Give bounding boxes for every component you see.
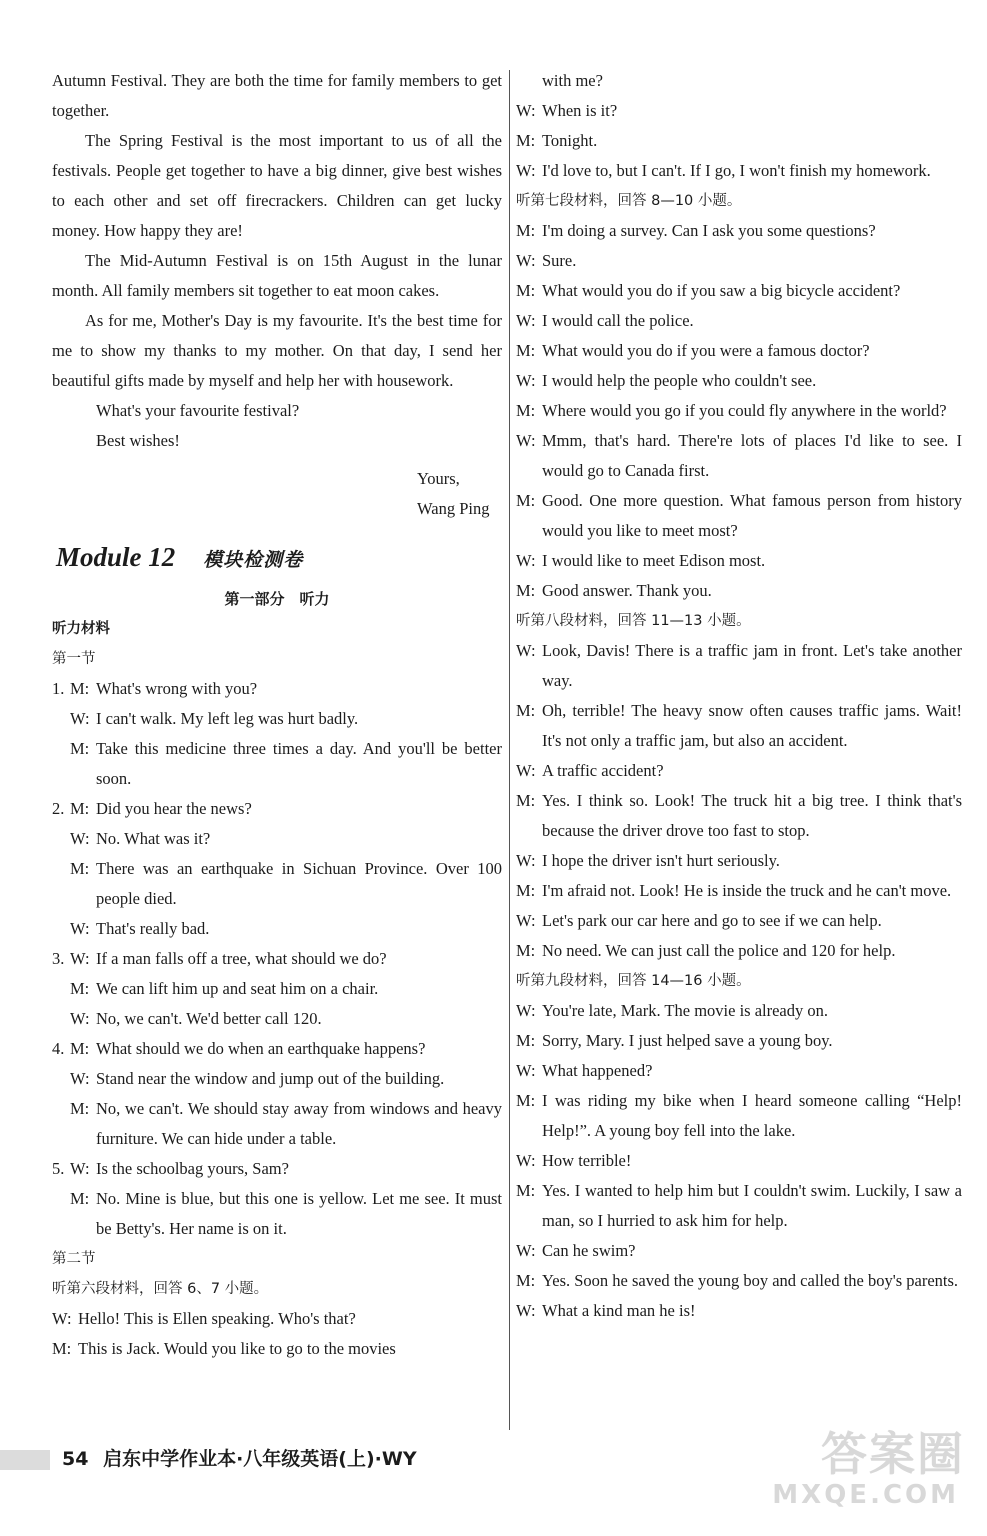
speaker-label: W: — [516, 1061, 536, 1080]
dialogue-line — [52, 854, 502, 914]
dialogue-text: I would call the police. — [542, 311, 694, 330]
dialogue-line — [516, 936, 962, 966]
dialogue-text: I'm doing a survey. Can I ask you some questions? — [542, 221, 876, 240]
speaker-label: W: — [516, 761, 536, 780]
dialogue-line — [52, 1034, 502, 1064]
dialogue-text: with me? — [542, 71, 603, 90]
dialogue-line — [52, 944, 502, 974]
dialogue-text: A traffic accident? — [542, 761, 664, 780]
letter-paragraph: The Mid-Autumn Festival is on 15th August in the lunar month. All family members sit together to eat moon cakes. — [52, 251, 502, 300]
dialogue-text: Sorry, Mary. I just helped save a young boy. — [542, 1031, 833, 1050]
speaker-label: W: — [516, 161, 536, 180]
speaker-label: W: — [516, 431, 536, 450]
speaker-label: M: — [516, 1091, 536, 1110]
dialogue-text: Stand near the window and jump out of the building. — [96, 1069, 445, 1088]
section2-heading: 第二节 — [52, 1251, 96, 1267]
closing-yours: Yours, — [417, 469, 460, 488]
speaker-label: M: — [516, 401, 536, 420]
module-heading — [56, 542, 502, 582]
dialogue-text: When is it? — [542, 101, 618, 120]
dialogue-text: I'd love to, but I can't. If I go, I won't finish my homework. — [542, 161, 931, 180]
speaker-label: M: — [516, 881, 536, 900]
dialogue-line — [516, 546, 962, 576]
dialogue-line — [516, 306, 962, 336]
dialogue-text: No. Mine is blue, but this one is yellow. Let me see. It must be Betty's. Her name is on it. — [96, 1189, 502, 1238]
closing-question: What's your favourite festival? — [96, 401, 300, 420]
dialogue-text: There was an earthquake in Sichuan Province. Over 100 people died. — [96, 859, 502, 908]
dialogue-line — [516, 336, 962, 366]
dialogue-line — [516, 156, 962, 186]
speaker-label: W: — [516, 1151, 536, 1170]
watermark-text: 答案圈 — [821, 1427, 965, 1481]
speaker-label: W: — [70, 919, 90, 938]
speaker-label: W: — [516, 1001, 536, 1020]
dialogue-text: Hello! This is Ellen speaking. Who's that? — [78, 1309, 356, 1328]
speaker-label: W: — [70, 949, 90, 968]
speaker-label: W: — [516, 1241, 536, 1260]
dialogue-text: Did you hear the news? — [96, 799, 252, 818]
right-column — [516, 66, 962, 1326]
dialogue-text: Where would you go if you could fly anywhere in the world? — [542, 401, 947, 420]
sec6-heading: 听第六段材料，回答 6、7 小题。 — [52, 1281, 269, 1297]
speaker-label: W: — [70, 709, 90, 728]
dialogue-line — [516, 126, 962, 156]
question-number: 5. — [52, 1159, 65, 1178]
dialogue-line — [516, 276, 962, 306]
listening-heading: 听力材料 — [52, 621, 110, 637]
speaker-label: W: — [70, 1069, 90, 1088]
dialogue-line — [52, 1064, 502, 1094]
dialogue-line — [516, 1296, 962, 1326]
dialogue-text: If a man falls off a tree, what should we do? — [96, 949, 387, 968]
sec6-dialogue-left — [52, 1304, 502, 1364]
module-subtitle: 模块检测卷 — [203, 550, 304, 571]
dialogue-line — [52, 1304, 502, 1334]
dialogue-line — [52, 974, 502, 1004]
dialogue-line — [516, 696, 962, 756]
speaker-label: W: — [70, 1159, 90, 1178]
letter-paragraph: Autumn Festival. They are both the time for family members to get together. — [52, 71, 502, 120]
signature-name: Wang Ping — [417, 499, 490, 518]
dialogue-line — [516, 246, 962, 276]
speaker-label: M: — [70, 1039, 90, 1058]
dialogue-text: I'm afraid not. Look! He is inside the truck and he can't move. — [542, 881, 952, 900]
dialogue-line — [52, 914, 502, 944]
dialogue-line — [52, 1154, 502, 1184]
dialogue-text: I hope the driver isn't hurt seriously. — [542, 851, 780, 870]
letter-paragraph: As for me, Mother's Day is my favourite. It's the best time for me to show my thanks to my mother. On that day, I send her beautiful gifts made by myself and help her with housework. — [52, 311, 502, 390]
speaker-label: M: — [516, 791, 536, 810]
dialogue-text: Yes. I wanted to help him but I couldn't swim. Luckily, I saw a man, so I hurried to ask him for help. — [542, 1181, 962, 1230]
speaker-label: W: — [516, 251, 536, 270]
dialogue-line — [516, 576, 962, 606]
dialogue-line — [516, 1236, 962, 1266]
dialogue-line — [516, 426, 962, 486]
sec8-dialogue — [516, 636, 962, 966]
footer-bar — [0, 1450, 50, 1470]
speaker-label: M: — [70, 979, 90, 998]
part-title: 第一部分 听力 — [224, 590, 330, 608]
dialogue-line — [52, 824, 502, 854]
speaker-label: M: — [516, 221, 536, 240]
dialogue-line — [52, 794, 502, 824]
speaker-label: W: — [516, 101, 536, 120]
dialogue-line — [516, 366, 962, 396]
dialogue-text: What a kind man he is! — [542, 1301, 696, 1320]
speaker-label: M: — [70, 799, 90, 818]
dialogue-line — [52, 704, 502, 734]
dialogue-line — [516, 216, 962, 246]
dialogue-text: Mmm, that's hard. There're lots of places I'd like to see. I would go to Canada first. — [542, 431, 962, 480]
dialogue-text: Let's park our car here and go to see if we can help. — [542, 911, 882, 930]
speaker-label: M: — [70, 1189, 90, 1208]
column-divider — [509, 70, 510, 1430]
dialogue-line — [516, 1266, 962, 1296]
dialogue-text: Sure. — [542, 251, 577, 270]
question-number: 3. — [52, 949, 65, 968]
dialogue-text: That's really bad. — [96, 919, 210, 938]
speaker-label: M: — [516, 491, 536, 510]
letter-body — [52, 66, 502, 396]
book-title: 启东中学作业本·八年级英语(上)·WY — [103, 1448, 417, 1470]
dialogue-text: What should we do when an earthquake happens? — [96, 1039, 426, 1058]
speaker-label: M: — [70, 679, 90, 698]
dialogue-line — [516, 1146, 962, 1176]
dialogue-text: I was riding my bike when I heard someone calling “Help! Help!”. A young boy fell into the lake. — [542, 1091, 962, 1140]
dialogue-text: What would you do if you were a famous doctor? — [542, 341, 870, 360]
speaker-label: W: — [70, 1009, 90, 1028]
speaker-label: W: — [70, 829, 90, 848]
module-title: Module 12 — [56, 542, 176, 572]
speaker-label: W: — [516, 371, 536, 390]
dialogue-line — [52, 1004, 502, 1034]
dialogue-line — [52, 734, 502, 794]
speaker-label: W: — [516, 911, 536, 930]
dialogue-text: I would help the people who couldn't see. — [542, 371, 817, 390]
watermark-url: MXQE.COM — [772, 1480, 959, 1510]
dialogue-text: No. What was it? — [96, 829, 211, 848]
question-number: 1. — [52, 679, 65, 698]
speaker-label: M: — [516, 1031, 536, 1050]
sec8-heading: 听第八段材料，回答 11—13 小题。 — [516, 613, 751, 629]
dialogue-line — [516, 1056, 962, 1086]
speaker-label: M: — [516, 341, 536, 360]
dialogue-text: How terrible! — [542, 1151, 632, 1170]
dialogue-text: I would like to meet Edison most. — [542, 551, 766, 570]
sec7-heading: 听第七段材料，回答 8—10 小题。 — [516, 193, 742, 209]
dialogue-line — [516, 906, 962, 936]
speaker-label: M: — [516, 941, 536, 960]
dialogue-line — [516, 66, 962, 96]
speaker-label: W: — [516, 851, 536, 870]
dialogue-text: Take this medicine three times a day. And you'll be better soon. — [96, 739, 502, 788]
dialogue-line — [516, 1176, 962, 1236]
speaker-label: M: — [70, 739, 90, 758]
speaker-label: M: — [516, 1181, 536, 1200]
dialogue-text: Tonight. — [542, 131, 598, 150]
dialogue-text: What's wrong with you? — [96, 679, 258, 698]
dialogue-line — [52, 1334, 502, 1364]
dialogue-text: No need. We can just call the police and 120 for help. — [542, 941, 896, 960]
dialogue-line — [516, 1026, 962, 1056]
question-number: 2. — [52, 799, 65, 818]
sec7-dialogue — [516, 216, 962, 606]
page-number: 54 — [62, 1448, 89, 1470]
dialogue-text: No, we can't. We should stay away from windows and heavy furniture. We can hide under a table. — [96, 1099, 502, 1148]
speaker-label: M: — [516, 701, 536, 720]
speaker-label: M: — [516, 131, 536, 150]
dialogue-line — [516, 996, 962, 1026]
speaker-label: W: — [516, 551, 536, 570]
speaker-label: W: — [516, 311, 536, 330]
dialogue-line — [516, 96, 962, 126]
dialogue-text: Yes. I think so. Look! The truck hit a big tree. I think that's because the driver drove too fast to stop. — [542, 791, 962, 840]
dialogue-text: You're late, Mark. The movie is already on. — [542, 1001, 829, 1020]
dialogue-text: Can he swim? — [542, 1241, 636, 1260]
dialogue-text: This is Jack. Would you like to go to the movies — [78, 1339, 396, 1358]
dialogue-line — [52, 1094, 502, 1154]
dialogue-line — [516, 1086, 962, 1146]
dialogue-text: What would you do if you saw a big bicycle accident? — [542, 281, 901, 300]
speaker-label: M: — [70, 859, 90, 878]
dialogue-text: Yes. Soon he saved the young boy and called the boy's parents. — [542, 1271, 959, 1290]
speaker-label: M: — [516, 1271, 536, 1290]
footer-text — [62, 1444, 417, 1471]
question-number: 4. — [52, 1039, 65, 1058]
section1-heading: 第一节 — [52, 651, 96, 667]
dialogue-text: No, we can't. We'd better call 120. — [96, 1009, 322, 1028]
dialogue-line — [52, 674, 502, 704]
dialogue-line — [516, 486, 962, 546]
speaker-label: W: — [52, 1309, 72, 1328]
dialogue-line — [52, 1184, 502, 1244]
dialogue-text: Good. One more question. What famous person from history would you like to meet most? — [542, 491, 962, 540]
left-column — [52, 66, 502, 1364]
dialogue-line — [516, 636, 962, 696]
sec6-dialogue-right — [516, 66, 962, 186]
speaker-label: M: — [516, 581, 536, 600]
dialogue-line — [516, 396, 962, 426]
dialogue-text: Oh, terrible! The heavy snow often causes traffic jams. Wait! It's not only a traffic jam, but also an accident. — [542, 701, 962, 750]
dialogue-text: Good answer. Thank you. — [542, 581, 712, 600]
dialogue-text: We can lift him up and seat him on a chair. — [96, 979, 379, 998]
speaker-label: M: — [516, 281, 536, 300]
speaker-label: W: — [516, 641, 536, 660]
sec9-heading: 听第九段材料，回答 14—16 小题。 — [516, 973, 751, 989]
dialogue-line — [516, 756, 962, 786]
speaker-label — [516, 66, 542, 96]
sec9-dialogue — [516, 996, 962, 1326]
watermark-logo — [772, 1418, 969, 1522]
dialogue-line — [516, 846, 962, 876]
letter-paragraph: The Spring Festival is the most important to us of all the festivals. People get together to have a big dinner, give best wishes to each other and set off firecrackers. Children can get lucky money. How happy they are! — [52, 131, 502, 240]
speaker-label: W: — [516, 1301, 536, 1320]
dialogue-text: What happened? — [542, 1061, 653, 1080]
dialogue-text: I can't walk. My left leg was hurt badly. — [96, 709, 359, 728]
speaker-label: M: — [52, 1339, 72, 1358]
section1-dialogues — [52, 674, 502, 1244]
speaker-label: M: — [70, 1099, 90, 1118]
dialogue-line — [516, 876, 962, 906]
dialogue-line — [516, 786, 962, 846]
dialogue-text: Look, Davis! There is a traffic jam in front. Let's take another way. — [542, 641, 962, 690]
best-wishes: Best wishes! — [96, 431, 180, 450]
dialogue-text: Is the schoolbag yours, Sam? — [96, 1159, 289, 1178]
